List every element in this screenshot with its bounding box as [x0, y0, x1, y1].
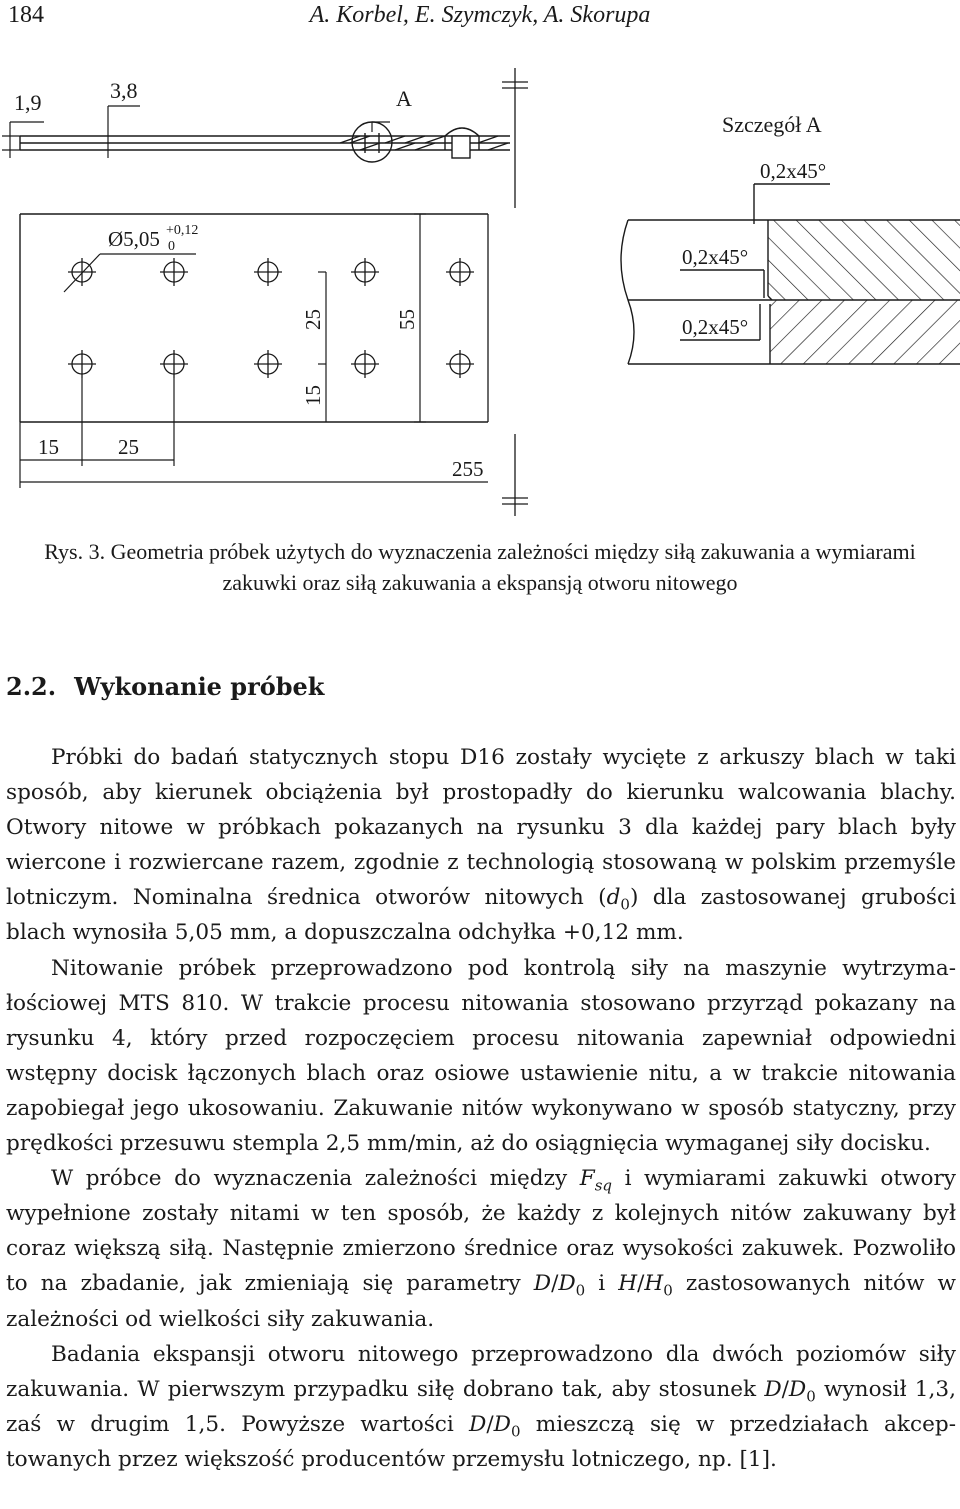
- slash: /: [781, 1376, 789, 1402]
- dim-15-bottom: 15: [38, 435, 59, 459]
- detail-a-view: [621, 184, 960, 364]
- dim-255: 255: [452, 457, 484, 481]
- section-heading: [6, 672, 324, 701]
- hole: [351, 258, 379, 286]
- section-title: Wykonanie próbek: [74, 672, 325, 701]
- dim-15-vertical: 15: [301, 385, 325, 406]
- detail-marker-a: A: [396, 86, 412, 111]
- technical-drawing: [0, 58, 960, 528]
- chamfer-label-3: 0,2x45°: [682, 315, 749, 339]
- figure-caption: [0, 536, 960, 598]
- paragraph-4: [6, 1337, 956, 1477]
- symbol-d0: D: [788, 1376, 807, 1402]
- break-mark-bottom: [502, 434, 528, 516]
- symbol-h: H: [618, 1271, 638, 1297]
- symbol-d: D: [533, 1271, 552, 1297]
- slash: /: [551, 1271, 559, 1297]
- subscript: sq: [594, 1176, 613, 1195]
- hole: [160, 350, 188, 378]
- hole: [446, 350, 474, 378]
- tolerance-lower: 0: [168, 239, 175, 254]
- subscript: 0: [510, 1422, 521, 1441]
- dim-25-bottom: 25: [118, 435, 139, 459]
- symbol-d: D: [764, 1376, 782, 1402]
- caption-line-2: zakuwki oraz siłą zakuwania a ekspansją otworu nitowego: [222, 570, 738, 595]
- break-mark-top: [502, 68, 528, 208]
- subscript: 0: [806, 1387, 816, 1405]
- subscript: 0: [620, 895, 630, 914]
- text-run: Próbki do badań statycznych stopu D16 zostały wycięte z arkuszy blach w taki sposób, aby kierunek obciążenia był prostopadły do kierunku walcowania blachy. Otwory nitowe w próbkach pokazanych na rysunku 3 dla każdej pary blach były wiercone i rozwiercane razem, zgodnie z technologią stosowaną w polskim przemyśle lotniczym. Nominalna średnica otworów nitowych (: [6, 745, 956, 911]
- symbol-h0: H: [644, 1271, 664, 1297]
- side-view: [20, 122, 510, 162]
- subscript: 0: [663, 1281, 673, 1300]
- symbol-d0: D: [558, 1271, 576, 1297]
- dim-55-vertical: 55: [395, 309, 419, 330]
- text-run: i: [585, 1271, 619, 1297]
- paragraph-3: [6, 1161, 956, 1336]
- text-run: Badania ekspansji otworu nitowego przeprowadzono dla dwóch poziomów siły zakuwania. W pierwszym przypadku siłę dobrano tak, aby stosunek: [6, 1341, 956, 1402]
- text-run: ) dla zastosowanej grubości blach wynosiła 5,05 mm, a dopuszczalna odchyłka +0,12 mm.: [6, 885, 956, 946]
- slash: /: [637, 1271, 645, 1297]
- dim-3-8: 3,8: [110, 78, 138, 103]
- dim-1-9: 1,9: [14, 90, 42, 115]
- text-run: zastosowanych nitów w zależności od wielkości siły zakuwania.: [6, 1271, 956, 1332]
- slash: /: [486, 1411, 494, 1437]
- bottom-dimensions: [20, 378, 488, 488]
- symbol-d: D: [469, 1411, 487, 1437]
- hole: [446, 258, 474, 286]
- text-run: W próbce do wyznaczenia zależności między: [51, 1166, 580, 1192]
- rivet-shank: [452, 136, 470, 158]
- symbol-f: F: [579, 1166, 595, 1192]
- section-number: 2.2.: [6, 672, 57, 701]
- tolerance-upper: +0,12: [166, 223, 199, 238]
- hole: [254, 258, 282, 286]
- symbol-d: d: [606, 885, 621, 911]
- symbol-d0: D: [493, 1411, 511, 1437]
- hole: [160, 258, 188, 286]
- paragraph-2: Nitowanie próbek przeprowadzono pod kontrolą siły na maszynie wytrzymałościowej MTS 810. W trakcie procesu nitowania stosowano przyrząd pokazany na rysunku 4, który przed rozpoczęciem procesu nitowania zapewniał odpowiedni wstępny docisk łączonych blach oraz osiowe ustawienie nitu, a w trakcie nitowania zapobiegał jego ukosowaniu. Zakuwanie nitów wykonywano w sposób statyczny, przy prędkości przesuwu stempla 2,5 mm/min, aż do osiągnięcia wymaganej siły docisku.: [6, 955, 956, 1157]
- detail-title: Szczegół A: [722, 112, 822, 137]
- subscript: 0: [575, 1281, 586, 1300]
- hole-diameter: Ø5,05: [108, 227, 160, 251]
- body-text: [6, 740, 956, 1477]
- chamfer-label-2: 0,2x45°: [682, 245, 749, 269]
- text-run: i wymiarami zakuwki otwory wypełnione zostały nitami w ten sposób, że każdy z kolejnych nitów zakuwany był coraz większą siłą. Następnie zmierzono średnice oraz wysokości zakuwek. Pozwoliło to na zbadanie, jak zmieniają się parametry: [6, 1166, 957, 1297]
- text-run: wynosił 1,3, zaś w drugim 1,5. Powyższe wartości: [6, 1376, 956, 1437]
- hole: [254, 350, 282, 378]
- caption-line-1: Rys. 3. Geometria próbek użytych do wyznaczenia zależności między siłą zakuwania a wymiarami: [44, 539, 916, 564]
- hole: [351, 350, 379, 378]
- paragraph-1: [6, 740, 956, 951]
- running-header: [0, 0, 960, 34]
- text-run: mieszczą się w przedziałach akceptowanych przez większość producentów przemysłu lotniczego, np. [1].: [6, 1411, 956, 1472]
- dim-25-vertical: 25: [301, 309, 325, 330]
- hole: [68, 350, 96, 378]
- page-number: 184: [8, 2, 44, 28]
- running-title: A. Korbel, E. Szymczyk, A. Skorupa: [309, 2, 651, 28]
- chamfer-label-1: 0,2x45°: [760, 159, 827, 183]
